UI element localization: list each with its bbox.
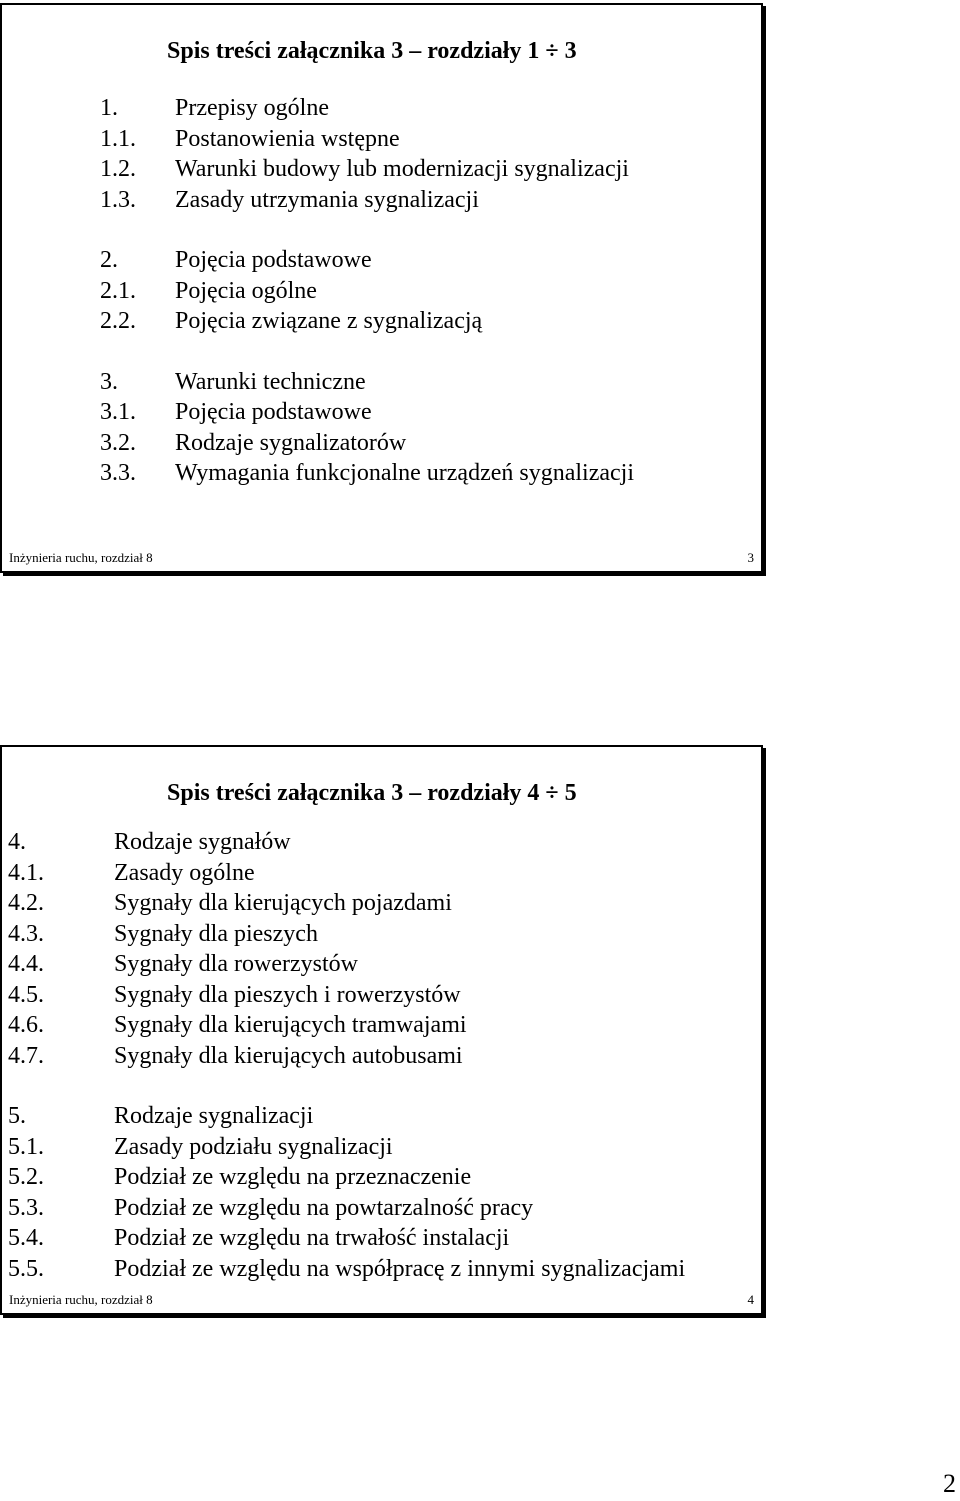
toc-text: Sygnały dla kierujących tramwajami	[114, 1012, 467, 1038]
footer-course: Inżynieria ruchu, rozdział 8	[9, 550, 153, 565]
toc-item	[100, 154, 634, 185]
toc-text: Sygnały dla kierujących autobusami	[114, 1042, 463, 1069]
toc-number: 4.7.	[8, 1042, 44, 1069]
toc-text: Zasady utrzymania sygnalizacji	[175, 186, 479, 213]
toc-number: 4.3.	[8, 920, 44, 947]
toc-item	[8, 1101, 685, 1132]
toc-number: 1.2.	[100, 156, 136, 182]
toc-text: Sygnały dla pieszych i rowerzystów	[114, 981, 461, 1008]
toc-text: Podział ze względu na trwałość instalacji	[114, 1225, 510, 1251]
toc-item	[8, 1010, 685, 1041]
slide-number: 3	[747, 550, 754, 565]
toc-item	[8, 1132, 685, 1163]
toc-text: Pojęcia podstawowe	[175, 399, 372, 425]
toc-item	[8, 919, 685, 950]
toc-text: Pojęcia ogólne	[175, 277, 317, 304]
toc-number: 2.2.	[100, 308, 136, 334]
toc-number: 4.4.	[8, 951, 44, 977]
table-of-contents	[8, 827, 685, 1284]
toc-text: Pojęcia związane z sygnalizacją	[175, 308, 483, 334]
toc-number: 5.1.	[8, 1133, 44, 1160]
toc-number: 4.5.	[8, 981, 44, 1008]
toc-number: 3.	[100, 368, 118, 395]
toc-item	[100, 367, 634, 398]
toc-number: 3.1.	[100, 399, 136, 425]
slide-footer	[9, 1292, 754, 1308]
toc-item	[8, 888, 685, 919]
slide-3	[0, 3, 763, 573]
toc-text: Rodzaje sygnalizacji	[114, 1103, 314, 1129]
toc-text: Warunki techniczne	[175, 368, 366, 395]
toc-item	[100, 276, 634, 307]
page-number: 2	[943, 1469, 956, 1498]
slide-title: Spis treści załącznika 3 – rozdziały 4 ÷ 5	[167, 780, 577, 806]
toc-item	[100, 306, 634, 337]
toc-number: 4.1.	[8, 859, 44, 886]
footer-course: Inżynieria ruchu, rozdział 8	[9, 1292, 153, 1307]
toc-text: Wymagania funkcjonalne urządzeń sygnalizacji	[175, 460, 635, 486]
slide-title: Spis treści załącznika 3 – rozdziały 1 ÷ 3	[167, 38, 577, 64]
toc-item	[100, 428, 634, 459]
toc-number: 4.6.	[8, 1012, 44, 1038]
toc-number: 3.3.	[100, 460, 136, 486]
toc-text: Podział ze względu na współpracę z innymi sygnalizacjami	[114, 1255, 686, 1282]
toc-item	[8, 827, 685, 858]
toc-number: 2.1.	[100, 277, 136, 304]
toc-text: Sygnały dla rowerzystów	[114, 951, 358, 977]
toc-number: 2.	[100, 247, 118, 273]
toc-item	[8, 949, 685, 980]
toc-number: 4.	[8, 829, 26, 855]
toc-text: Przepisy ogólne	[175, 95, 329, 121]
toc-text: Sygnały dla kierujących pojazdami	[114, 890, 452, 916]
toc-item	[100, 93, 634, 124]
toc-item	[8, 1162, 685, 1193]
toc-item	[8, 1223, 685, 1254]
toc-text: Rodzaje sygnalizatorów	[175, 429, 407, 456]
toc-text: Rodzaje sygnałów	[114, 829, 291, 855]
toc-number: 5.5.	[8, 1255, 44, 1282]
toc-number: 5.	[8, 1103, 26, 1129]
toc-text: Zasady podziału sygnalizacji	[114, 1133, 393, 1160]
toc-number: 1.3.	[100, 186, 136, 213]
toc-item	[8, 1193, 685, 1224]
toc-number: 5.2.	[8, 1164, 44, 1190]
slide-4	[0, 745, 763, 1315]
toc-text: Warunki budowy lub modernizacji sygnalizacji	[175, 156, 629, 182]
toc-item	[8, 980, 685, 1011]
toc-text: Zasady ogólne	[114, 859, 255, 886]
table-of-contents	[100, 93, 634, 489]
toc-item	[100, 124, 634, 155]
toc-number: 1.	[100, 95, 118, 121]
toc-item	[8, 1041, 685, 1072]
toc-item	[8, 858, 685, 889]
toc-item	[100, 185, 634, 216]
toc-number: 1.1.	[100, 125, 136, 152]
toc-text: Sygnały dla pieszych	[114, 920, 318, 947]
toc-item	[8, 1254, 685, 1285]
slide-number: 4	[747, 1292, 754, 1307]
toc-text: Pojęcia podstawowe	[175, 247, 372, 273]
toc-number: 5.4.	[8, 1225, 44, 1251]
toc-text: Postanowienia wstępne	[175, 125, 400, 152]
toc-text: Podział ze względu na przeznaczenie	[114, 1164, 472, 1190]
toc-text: Podział ze względu na powtarzalność pracy	[114, 1194, 534, 1221]
toc-number: 5.3.	[8, 1194, 44, 1221]
slide-footer	[9, 550, 754, 566]
toc-number: 4.2.	[8, 890, 44, 916]
toc-item	[100, 245, 634, 276]
toc-number: 3.2.	[100, 429, 136, 456]
toc-item	[100, 458, 634, 489]
toc-item	[100, 397, 634, 428]
